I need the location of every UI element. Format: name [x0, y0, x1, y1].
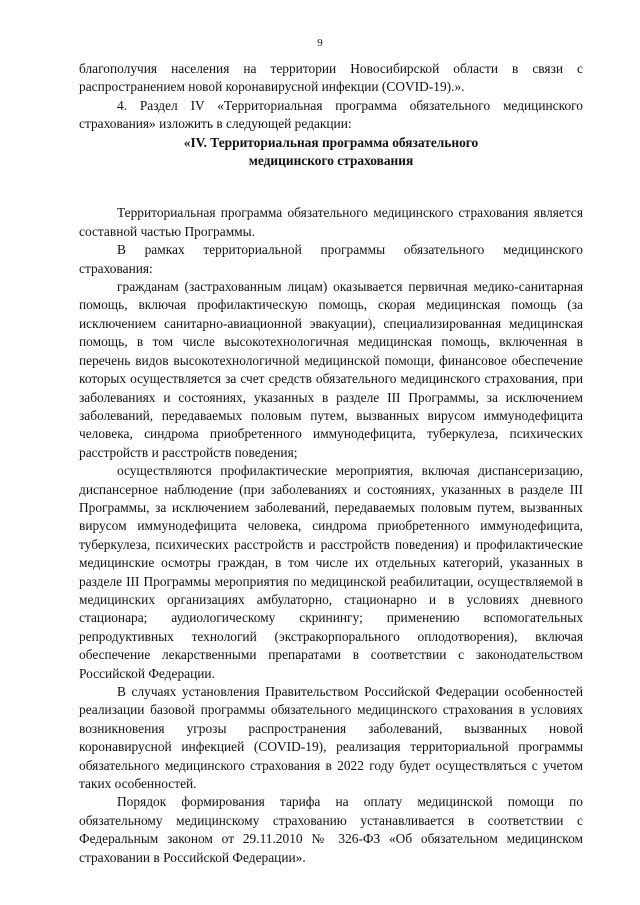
- body-paragraph: гражданам (застрахованным лицам) оказывается первичная медико-санитарная помощь, включая профилактическую помощь, скорая медицинская помощь (за исключением санитарно-авиационной эвакуации), специализированная медицинская помощь, в том числе высокотехнологичная медицинская помощь, включенная в перечень видов высокотехнологичной медицинской помощи, финансовое обеспечение которых осуществляется за счет средств обязательного медицинского страхования, при заболеваниях и состояниях, указанных в разделе III Программы, за исключением заболеваний, передаваемых половым путем, вызванных вирусом иммунодефицита человека, синдрома приобретенного иммунодефицита, туберкулеза, психических расстройств и расстройств поведения;: [79, 279, 583, 460]
- body-paragraph: В случаях установления Правительством Российской Федерации особенностей реализации базовой программы обязательного медицинского страхования в условиях возникновения угрозы распространения заболеваний, вызванных новой коронавирусной инфекцией (COVID-19), реализация территориальной программы обязательного медицинского страхования в 2022 году будет осуществляться с учетом таких особенностей.: [79, 684, 583, 792]
- amendment-item-4: 4. Раздел IV «Территориальная программа обязательного медицинского страхования» изложить в следующей редакции:: [79, 97, 583, 132]
- spacer: [79, 170, 583, 204]
- page-number: 9: [317, 37, 323, 49]
- section-heading-line-1: «IV. Территориальная программа обязательного: [183, 134, 479, 150]
- body-paragraph: В рамках территориальной программы обязательного медицинского страхования:: [79, 242, 583, 276]
- section-heading-line-2: медицинского страхования: [248, 153, 414, 169]
- body-paragraph: Территориальная программа обязательного медицинского страхования является составной частью Программы.: [79, 205, 583, 239]
- body-paragraph: Порядок формирования тарифа на оплату медицинской помощи по обязательному медицинскому страхованию устанавливается в соответствии с Федеральным законом от 29.11.2010 № 326-ФЗ «Об обязательном медицинском страховании в Российской Федерации».: [79, 794, 583, 865]
- document-body: [79, 60, 583, 867]
- continuation-paragraph: благополучия населения на территории Новосибирской области в связи с распространением новой коронавирусной инфекции (COVID-19).».: [79, 61, 583, 95]
- body-paragraph: осуществляются профилактические мероприятия, включая диспансеризацию, диспансерное наблюдение (при заболеваниях и состояниях, указанных в разделе III Программы, за исключением заболеваний, передаваемых половым путем, вызванных вирусом иммунодефицита человека, синдрома приобретенного иммунодефицита, туберкулеза, психических расстройств и расстройств поведения) и профилактические медицинские осмотры граждан, в том числе их отдельных категорий, указанных в разделе III Программы мероприятия по медицинской реабилитации, осуществляемой в медицинских организациях амбулаторно, стационарно и в условиях дневного стационара; аудиологическому скринингу; применению вспомогательных репродуктивных технологий (экстракорпорального оплодотворения), включая обеспечение лекарственными препаратами в соответствии с законодательством Российской Федерации.: [79, 463, 583, 681]
- section-heading: [79, 134, 583, 171]
